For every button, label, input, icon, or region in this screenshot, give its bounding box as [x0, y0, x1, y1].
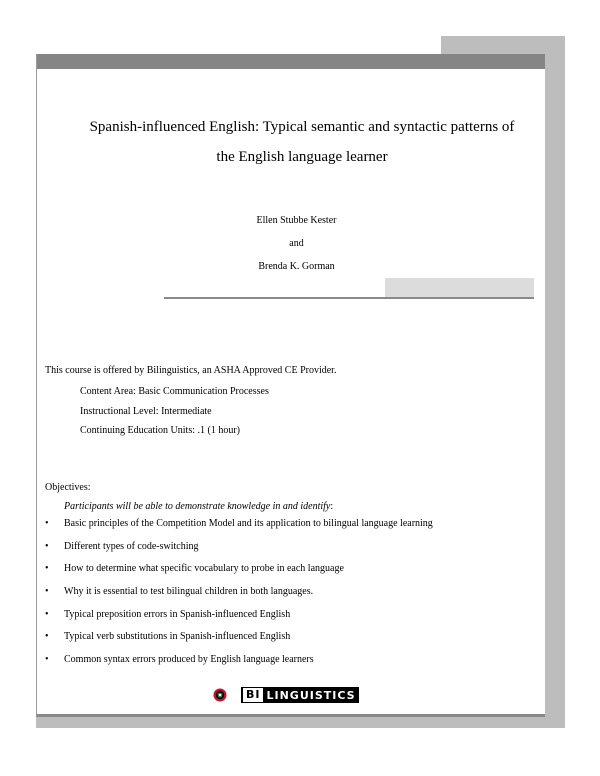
- page-header-bar: [37, 54, 545, 69]
- list-item: [43, 586, 433, 609]
- objective-text: Typical verb substitutions in Spanish-influenced English: [64, 631, 291, 643]
- bullet-icon: •: [45, 540, 49, 552]
- list-item: [43, 518, 433, 541]
- objectives-lead: [64, 501, 333, 512]
- page-shadow-bottom: [36, 717, 565, 728]
- instructional-level: Instructional Level: Intermediate: [80, 406, 212, 417]
- globe-shield-icon: [213, 688, 227, 702]
- content-area: Content Area: Basic Communication Processes: [80, 386, 269, 397]
- author-2: Brenda K. Gorman: [258, 261, 335, 272]
- objectives-lead-colon: :: [330, 501, 334, 512]
- page-shadow-top: [441, 36, 565, 56]
- list-item: [43, 609, 433, 632]
- document-title: [57, 112, 547, 172]
- bullet-icon: •: [45, 631, 49, 643]
- objective-text: Why it is essential to test bilingual children in both languages.: [64, 586, 314, 598]
- logo-suffix: LINGUISTICS: [266, 688, 356, 702]
- objective-text: Different types of code-switching: [64, 540, 199, 552]
- title-rule: [164, 297, 534, 299]
- objective-text: Basic principles of the Competition Model and its application to bilingual language learning: [64, 518, 433, 529]
- continuing-education-units: Continuing Education Units: .1 (1 hour): [80, 425, 240, 436]
- bullet-icon: •: [45, 518, 49, 529]
- list-item: [43, 563, 433, 586]
- logo-prefix: BI: [243, 688, 263, 702]
- page-shadow-right: [545, 56, 565, 728]
- objective-text: How to determine what specific vocabulary to probe in each language: [64, 563, 344, 575]
- objectives-heading: Objectives:: [45, 482, 91, 493]
- course-intro: This course is offered by Bilinguistics, an ASHA Approved CE Provider.: [45, 365, 337, 376]
- title-rule-block: [385, 278, 534, 297]
- objectives-lead-text: Participants will be able to demonstrate knowledge in and identify: [64, 501, 331, 512]
- logo-wordmark: [241, 687, 359, 703]
- objective-text: Typical preposition errors in Spanish-influenced English: [64, 608, 291, 620]
- list-item: [43, 631, 433, 654]
- bilinguistics-logo: [213, 687, 359, 703]
- bullet-icon: •: [45, 608, 49, 620]
- list-item: [43, 541, 433, 564]
- bullet-icon: •: [45, 586, 49, 598]
- author-1: Ellen Stubbe Kester: [256, 215, 337, 226]
- bullet-icon: •: [45, 563, 49, 575]
- list-item: [43, 654, 433, 677]
- author-conjunction: and: [289, 238, 304, 249]
- document-page: [36, 54, 545, 717]
- objective-text: Common syntax errors produced by English language learners: [64, 654, 314, 666]
- title-line-2: the English language learner: [216, 149, 388, 165]
- objectives-list: [43, 518, 433, 677]
- bullet-icon: •: [45, 654, 49, 666]
- title-line-1: Spanish-influenced English: Typical semantic and syntactic patterns of: [89, 119, 515, 135]
